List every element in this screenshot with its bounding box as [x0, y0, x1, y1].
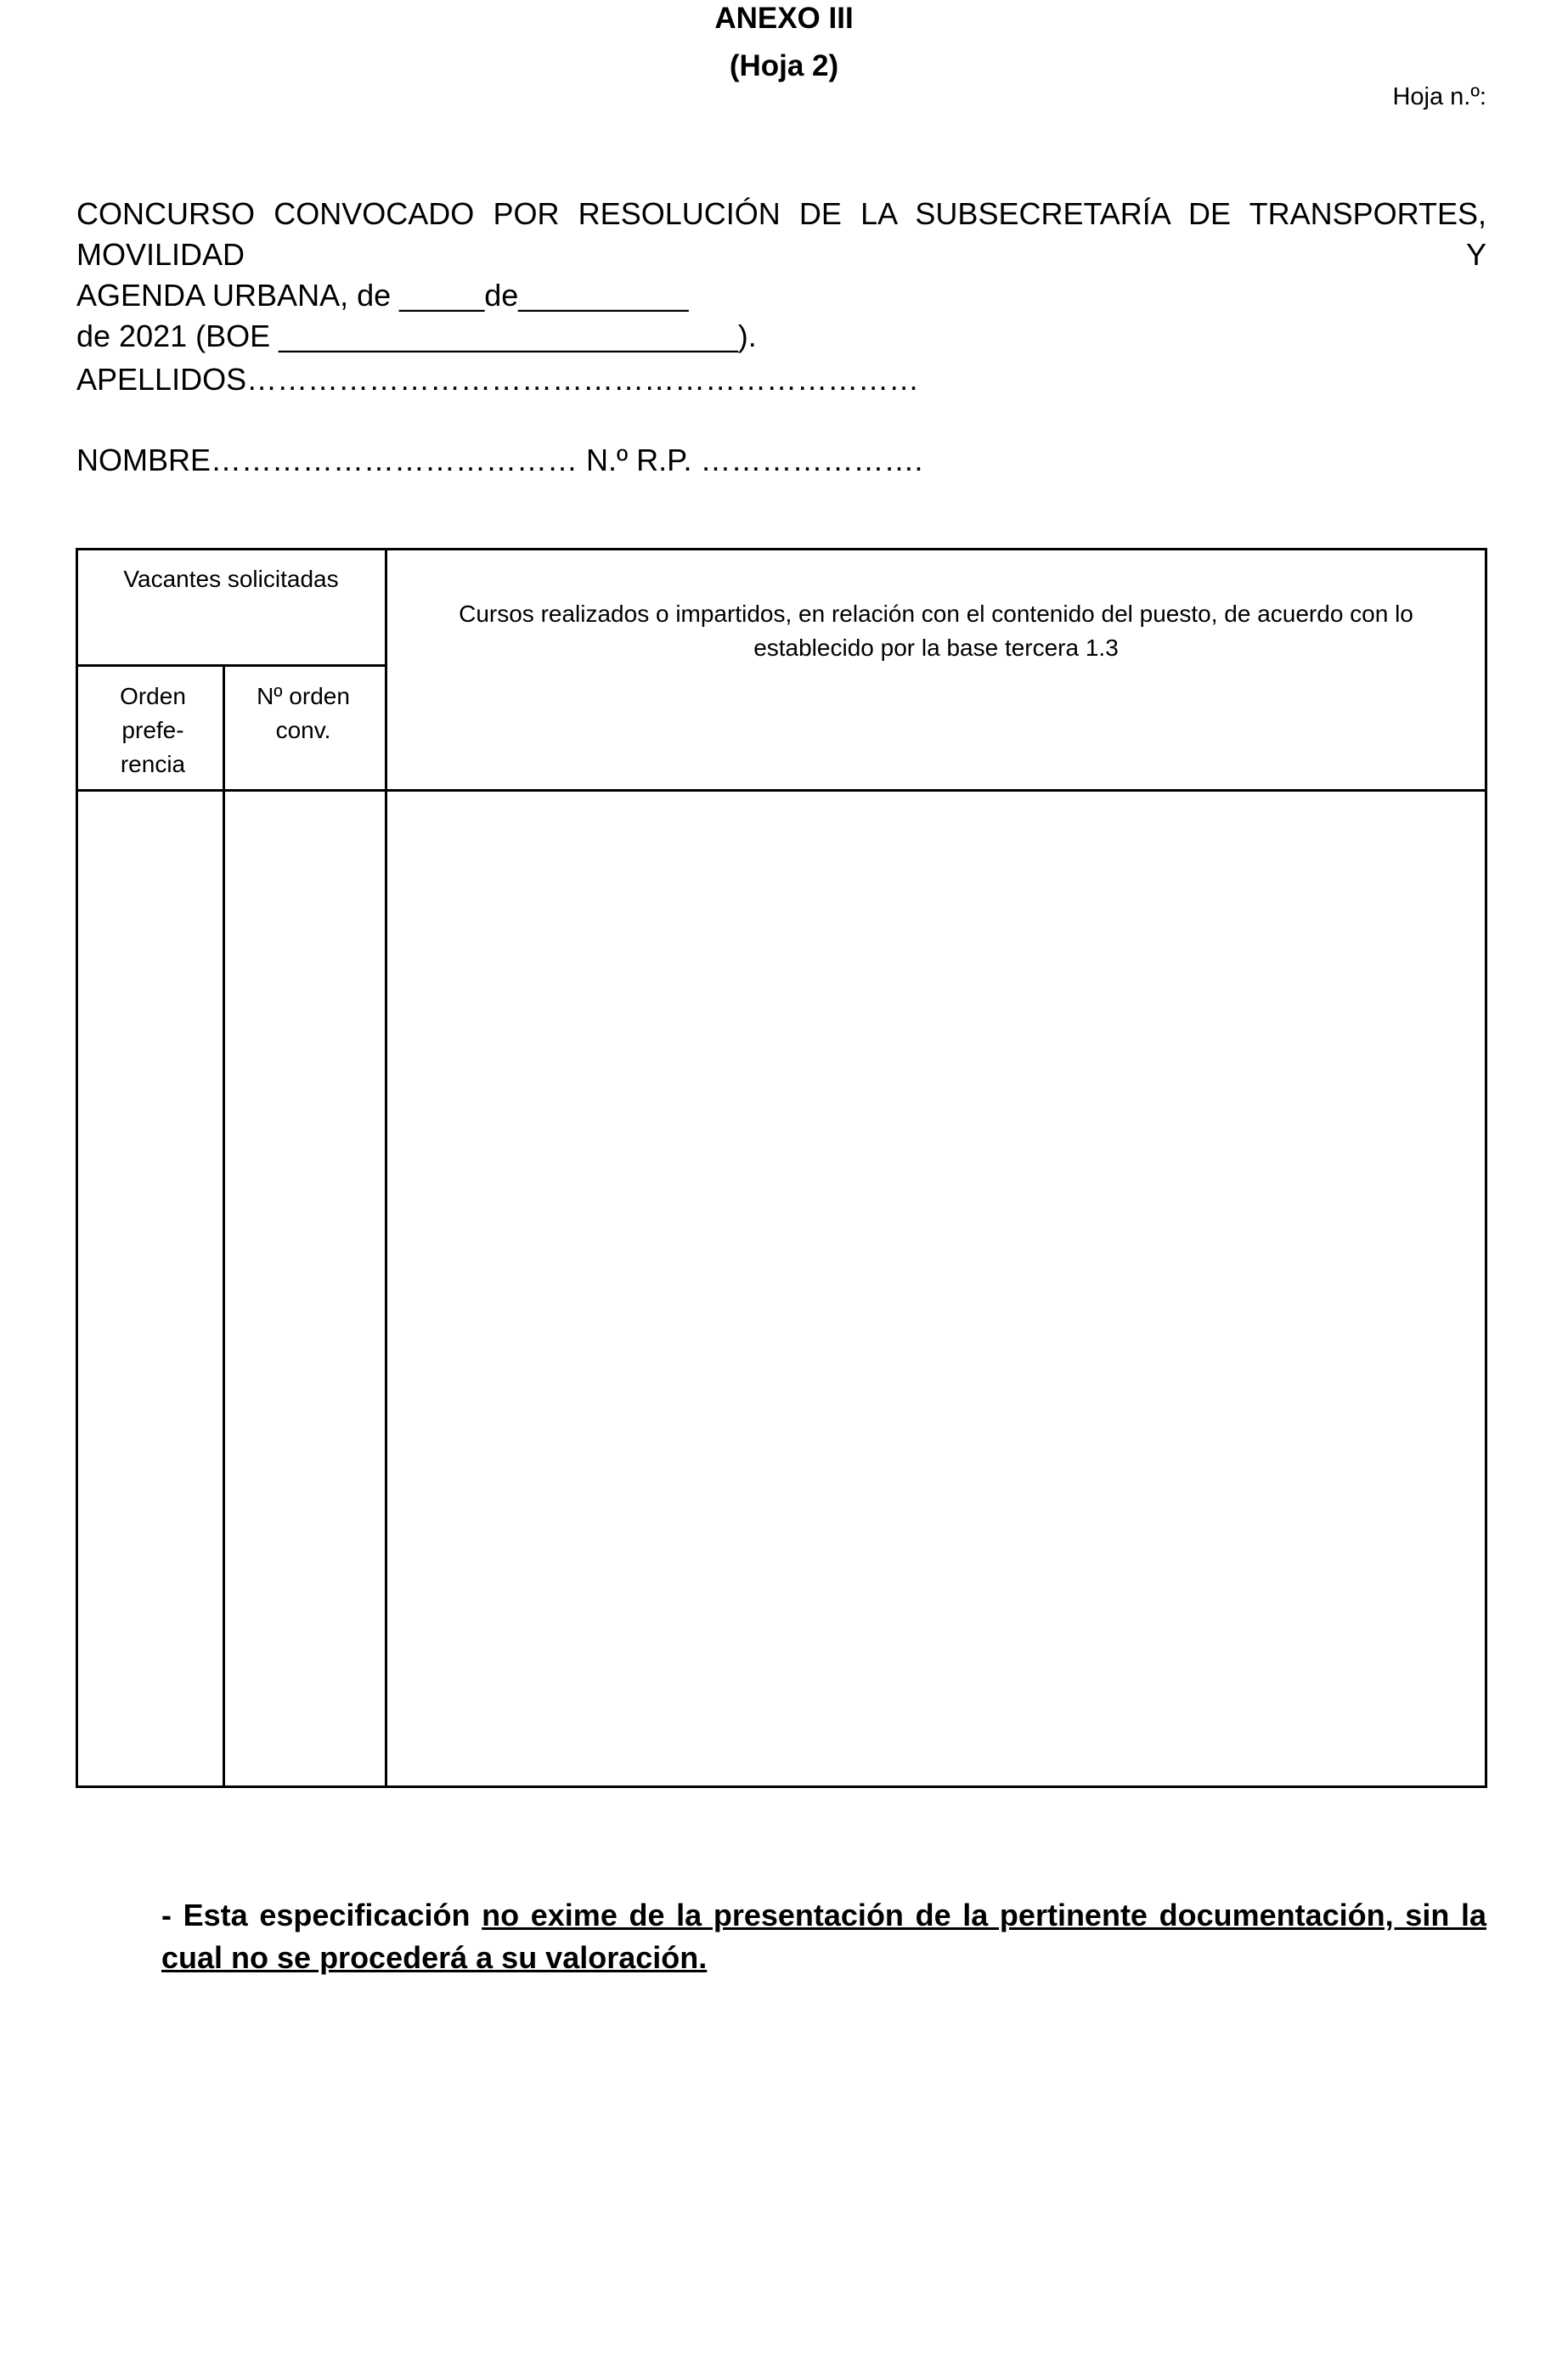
orden-preferencia-cell[interactable]	[78, 792, 223, 1785]
cursos-cell[interactable]	[387, 792, 1485, 1785]
convocatoria-line-2: AGENDA URBANA, de _____de__________	[76, 278, 689, 313]
apellidos-field[interactable]: APELLIDOS…………………………………………………………	[76, 362, 920, 397]
vacantes-header: Vacantes solicitadas	[123, 566, 339, 592]
convocatoria-line-3: de 2021 (BOE ___________________________).	[76, 319, 757, 353]
sheet-number-label: Hoja n.º:	[1392, 83, 1486, 110]
convocatoria-line-1: CONCURSO CONVOCADO POR RESOLUCIÓN DE LA SUBSECRETARÍA DE TRANSPORTES, MOVILIDAD Y	[76, 196, 1486, 272]
nombre-field[interactable]: NOMBRE……………………………… N.º R.P. ………………….	[76, 443, 923, 477]
courses-table	[76, 548, 1487, 1788]
footer-note	[161, 1894, 1486, 1979]
document-subtitle: (Hoja 2)	[729, 49, 839, 82]
orden-preferencia-header: Orden prefe-rencia	[120, 683, 186, 777]
num-orden-conv-header: Nº orden conv.	[257, 683, 350, 743]
cursos-header: Cursos realizados o impartidos, en relación con el contenido del puesto, de acuerdo con lo establecido por la base tercera 1.3	[459, 601, 1413, 661]
convocatoria-paragraph	[76, 194, 1486, 357]
footer-note-underlined: no exime de la presentación de la pertinente documentación, sin la cual no se procederá a su valoración.	[161, 1898, 1486, 1975]
footer-note-prefix: - Esta especificación	[161, 1898, 482, 1932]
document-title: ANEXO III	[714, 2, 854, 35]
num-orden-conv-cell[interactable]	[225, 792, 385, 1785]
group-header-divider	[78, 664, 385, 667]
